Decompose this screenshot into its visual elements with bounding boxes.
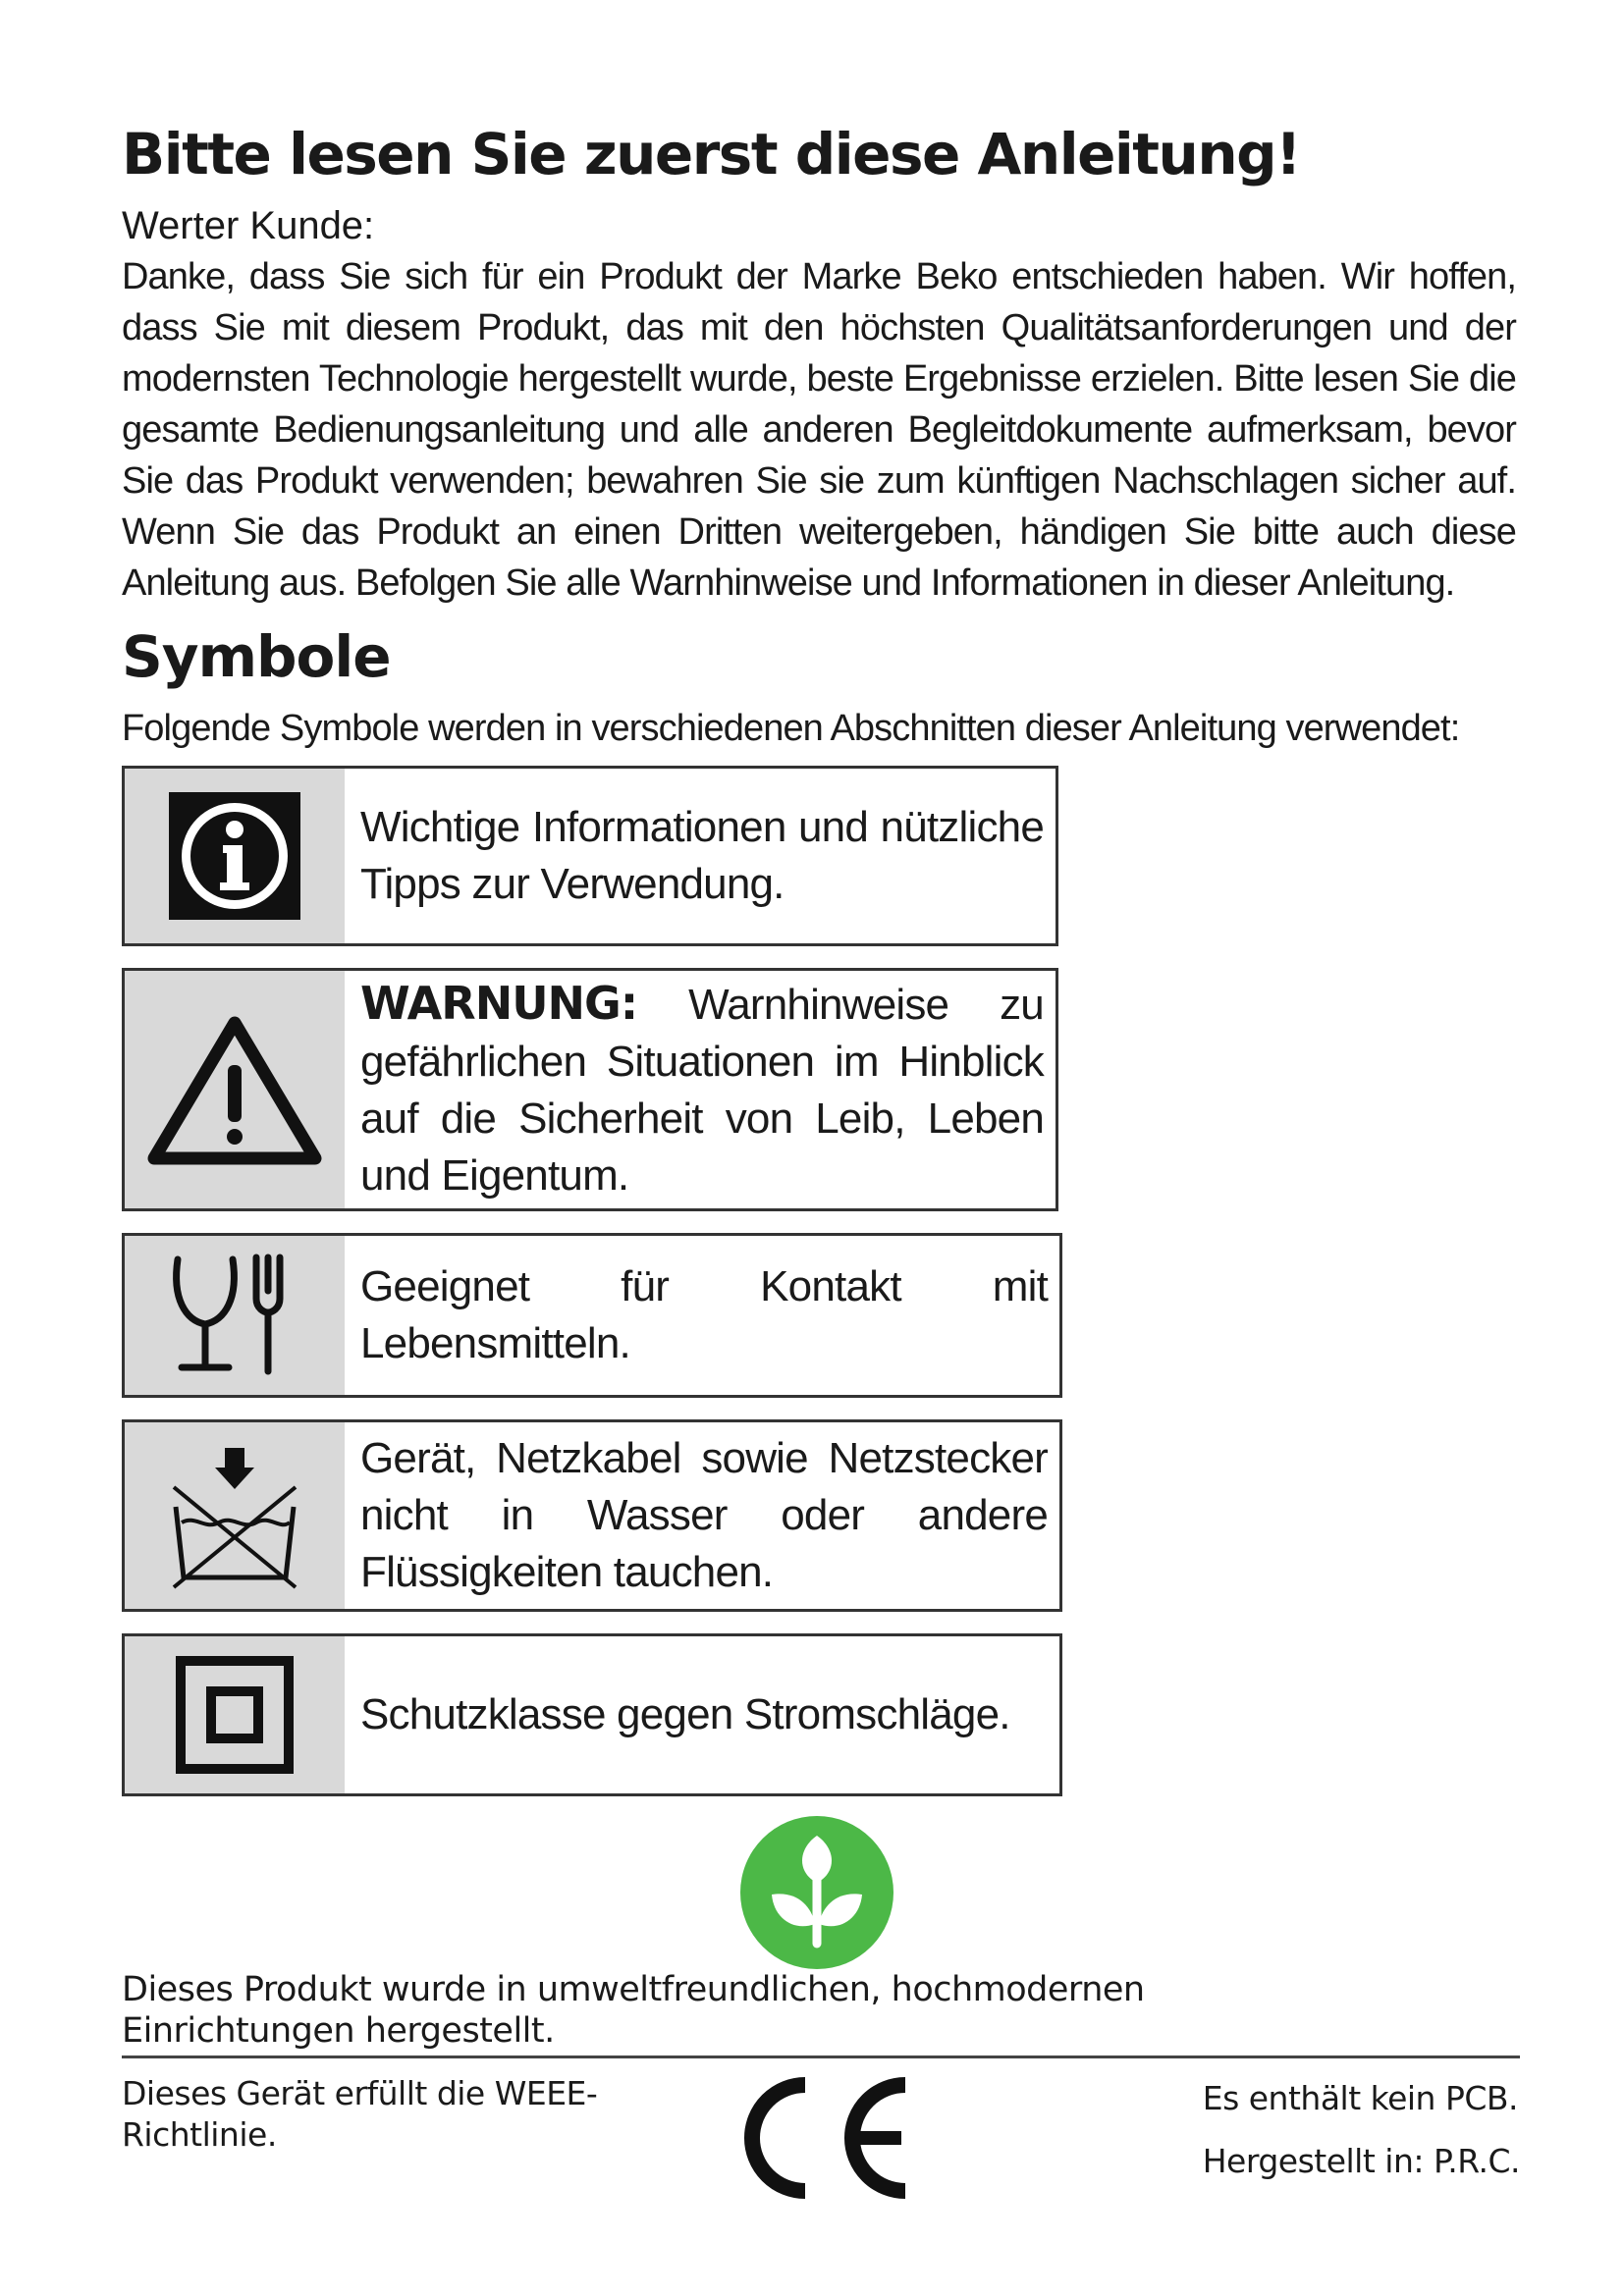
symbol-row-food-safe [122,1233,1062,1398]
symbol-text-protection-class: Schutzklasse gegen Stromschläge. [360,1690,1010,1738]
symbol-row-warning [122,968,1058,1211]
protection-class-ii-icon [125,1636,345,1793]
eco-statement: Dieses Produkt wurde in umweltfreundlichen, hochmodernen Einrichtungen hergestellt. [122,1970,1145,2051]
intro-paragraph: Danke, dass Sie sich für ein Produkt der Marke Beko entschieden haben. Wir hoffen, dass Sie mit diesem Produkt, das mit den höchsten Qualitätsanforderungen und der modernsten Technologie hergestellt wurde, beste Ergebnisse erzielen. Bitte lesen Sie die gesamte Bedienungsanleitung und alle anderen Begleitdokumente aufmerksam, bevor Sie das Produkt verwenden; bewahren Sie sie zum künftigen Nachschlagen sicher auf. Wenn Sie das Produkt an einen Dritten weitergeben, händigen Sie bitte auch diese Anleitung aus. Befolgen Sie alle Warnhinweise und Informationen in dieser Anleitung. [122,256,1516,604]
symbol-row-info [122,766,1058,946]
symbol-row-no-immersion [122,1419,1062,1612]
greeting: Werter Kunde: [122,204,375,247]
warning-triangle-icon [125,971,345,1208]
food-safe-icon [125,1236,345,1395]
symbols-intro: Folgende Symbole werden in verschiedenen Abschnitten dieser Anleitung verwendet: [122,708,1460,749]
leaf-icon [738,1814,895,1976]
symbols-heading: Symbole [122,623,391,690]
divider [122,2056,1520,2058]
symbol-text-food-safe: Geeignet für Kontakt mit Lebensmitteln. [360,1262,1048,1367]
weee-statement: Dieses Gerät erfüllt die WEEE-Richtlinie. [122,2074,598,2154]
warning-label: WARNUNG: [360,977,638,1030]
symbol-text-warning: Warnhinweise zu gefährlichen Situationen im Hinblick auf die Sicherheit von Leib, Leben und Eigentum. [360,981,1044,1200]
no-immersion-icon [125,1422,345,1609]
info-icon [125,769,345,943]
symbol-text-info: Wichtige Informationen und nützliche Tipps zur Verwendung. [360,803,1044,908]
product-info [1203,2067,1520,2193]
origin-statement: Hergestellt in: P.R.C. [1202,2142,1520,2180]
page-title: Bitte lesen Sie zuerst diese Anleitung! [122,121,1301,187]
symbol-text-no-immersion: Gerät, Netzkabel sowie Netzstecker nicht in Wasser oder andere Flüssigkeiten tauchen. [360,1434,1048,1596]
ce-mark-icon [729,2077,915,2204]
symbol-row-protection-class [122,1633,1062,1796]
pcb-statement: Es enthält kein PCB. [1202,2079,1519,2117]
